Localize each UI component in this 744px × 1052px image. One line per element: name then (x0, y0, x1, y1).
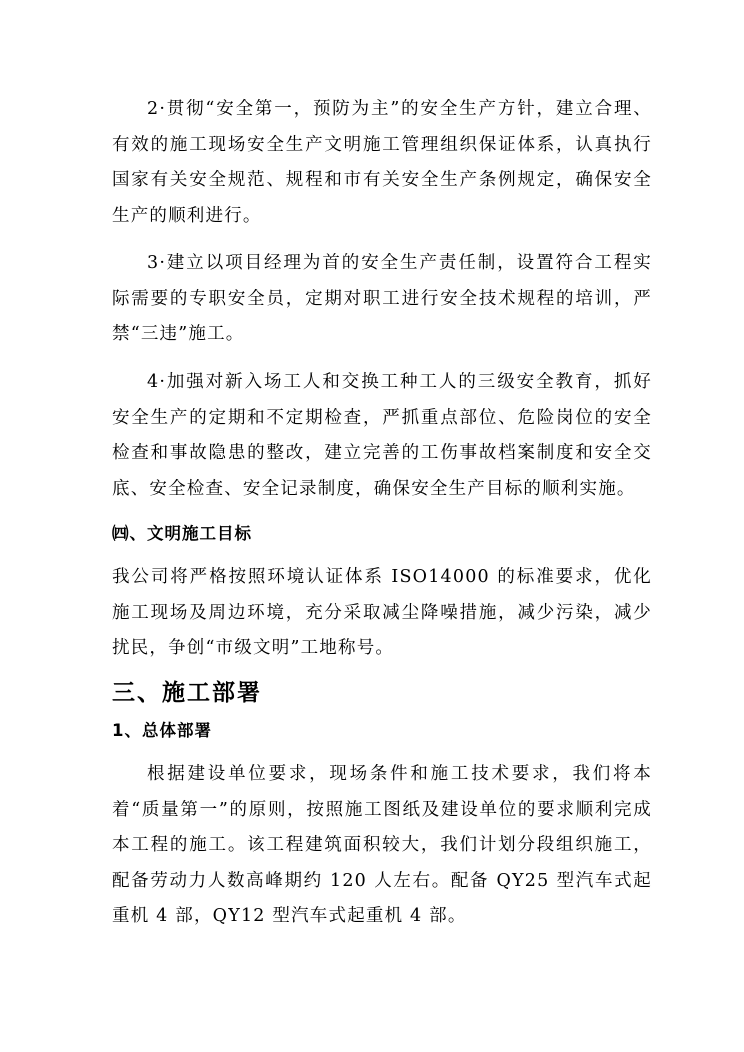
paragraph-environment-standard: 我公司将严格按照环境认证体系 ISO14000 的标准要求，优化施工现场及周边环境，充分采取减尘降噪措施，减少污染，减少扰民，争创“市级文明”工地称号。 (112, 567, 652, 658)
paragraph-safety-education: 4·加强对新入场工人和交换工种工人的三级安全教育，抓好安全生产的定期和不定期检查，严抓重点部位、危险岗位的安全检查和事故隐患的整改，建立完善的工伤事故档案制度和安全交底、安全检查、安全记录制度，确保安全生产目标的顺利实施。 (112, 372, 652, 499)
paragraph-overall-deployment: 根据建设单位要求，现场条件和施工技术要求，我们将本着“质量第一”的原则，按照施工图纸及建设单位的要求顺利完成本工程的施工。该工程建筑面积较大，我们计划分段组织施工，配备劳动力人数高峰期约 120 人左右。配备 QY25 型汽车式起重机 4 部，QY12 型汽车式起重机 4 部。 (112, 764, 652, 926)
heading-overall-deployment: 1、总体部署 (112, 721, 212, 740)
heading-civilized-construction-goal: ㈣、文明施工目标 (112, 524, 252, 543)
paragraph-safety-responsibility: 3·建立以项目经理为首的安全生产责任制，设置符合工程实际需要的专职安全员，定期对职工进行安全技术规程的培训，严禁“三违”施工。 (112, 253, 652, 344)
paragraph-safety-policy: 2·贯彻“安全第一，预防为主”的安全生产方针，建立合理、有效的施工现场安全生产文明施工管理组织保证体系，认真执行国家有关安全规范、规程和市有关安全生产条例规定，确保安全生产的顺利进行。 (112, 99, 652, 226)
heading-construction-deployment: 三、施工部署 (112, 680, 262, 706)
